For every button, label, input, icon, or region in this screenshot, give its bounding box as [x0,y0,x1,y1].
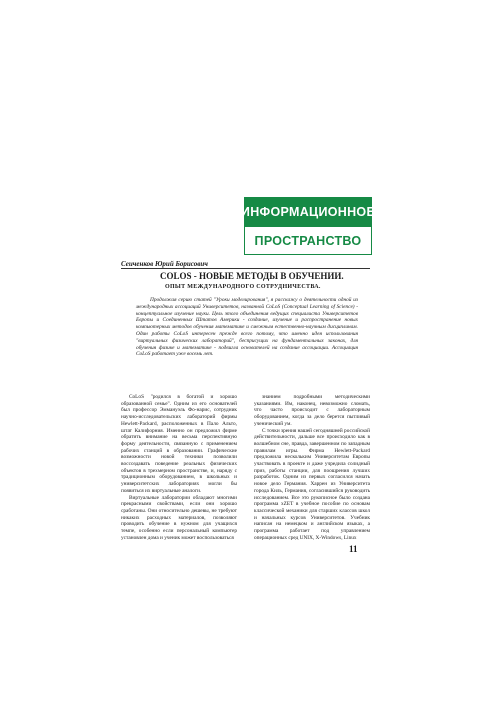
page-number: 11 [349,544,358,554]
section-logo [240,197,376,255]
author-name: Сеиченков Юрий Борисович [121,260,208,268]
abstract: Продолжая серию статей "Уроки моделирования", я расскажу о деятельности одной из международных ассоциаций Университетов, названной CoLoS (Conceptual Learning of Science) - концептуальное изучение науки. Цель этого объединения ведущих специалиста Университетов Европы и Соединенных Штатов Америки - создание, изучение и распространение новых компьютерных методов обучения математике и смежным естественно-научным дисциплинам. Один работы CoLoS интересен прежде всего потому, что именно идея использования "виртуальных физических лабораторий", бесприсущих на фундаментальных законах, для обучения физике и математике - подвигла основателей на создание ассоциации. Ассоциация CoLoS работает уже восемь лет. [136,297,358,358]
paragraph: CoLoS "родился в богатой и хорошо образованной семье". Одним из его основателей был профессор Эммануэль Фо-нарис, сотрудник научно-исследовательских лабораторий фирмы Hewlett-Packard, расположенных в Пало Альто, штат Калифорния. Именно он предложил фирме обратить внимание на весьма перспективную форму деятельности, связанную с применением рабочих станций в образовании. Графические возможности новой техники позволили воссоздавать поведение реальных физических объектов в трехмерном пространстве, и, наряду с традиционным оборудованием, в школьных и университетских лабораториях могли бы появиться их виртуальные аналоги. [121,394,237,494]
logo-line2: ПРОСТРАНСТВО [245,227,371,254]
right-column [254,394,370,541]
left-column [121,394,237,541]
paragraph: знанием подробными методическими указаниями. Им, наконец, невозможно сломать, что часто происходит с лабораторным оборудованием, когда за дело берется пытливый ученический ум. [254,394,370,427]
logo-line1: ИНФОРМАЦИОННОЕ [245,198,371,225]
paragraph: Виртуальные лаборатории обладают многими прекрасными свойствами, если они хорошо сработаны. Они относительно дешевы, не требуют никаких расходных материалов, позволяют проводить обучение в нужном для учащихся темпе, особенно если персональный компьютер установлен дома и ученик может воспользоваться [121,494,237,541]
paragraph: С точки зрения нашей сегодняшней российской действительности, дальше все происходило как в волшебном сне, правда, завершенном по западным правилам игры. Фирма Hewlett-Packard предложила нескольким Университетам Европы участвовать в проекте и даже учредила солидный приз, работы станции, для поощрения лучших разработок. Одним из первых согласился начать новое дело Германия. Харрен из Университета города Киль, Германия, согласившийся руководить исследованием. Все это рукописное было создана программа xZET в учебное пособие по основам классической механики для старших классов школ и начальных курсов Университетов. Учебник написан на немецком и английском языках, а программа работает под управлением операционных сред UNIX, X-Windows, Linux [254,427,370,541]
header-rule [121,268,370,269]
article-title: COLOS - НОВЫЕ МЕТОДЫ В ОБУЧЕНИИ. [160,271,344,281]
article-subtitle: ОПЫТ МЕЖДУНАРОДНОГО СОТРУДНИЧЕСТВА. [165,284,321,290]
